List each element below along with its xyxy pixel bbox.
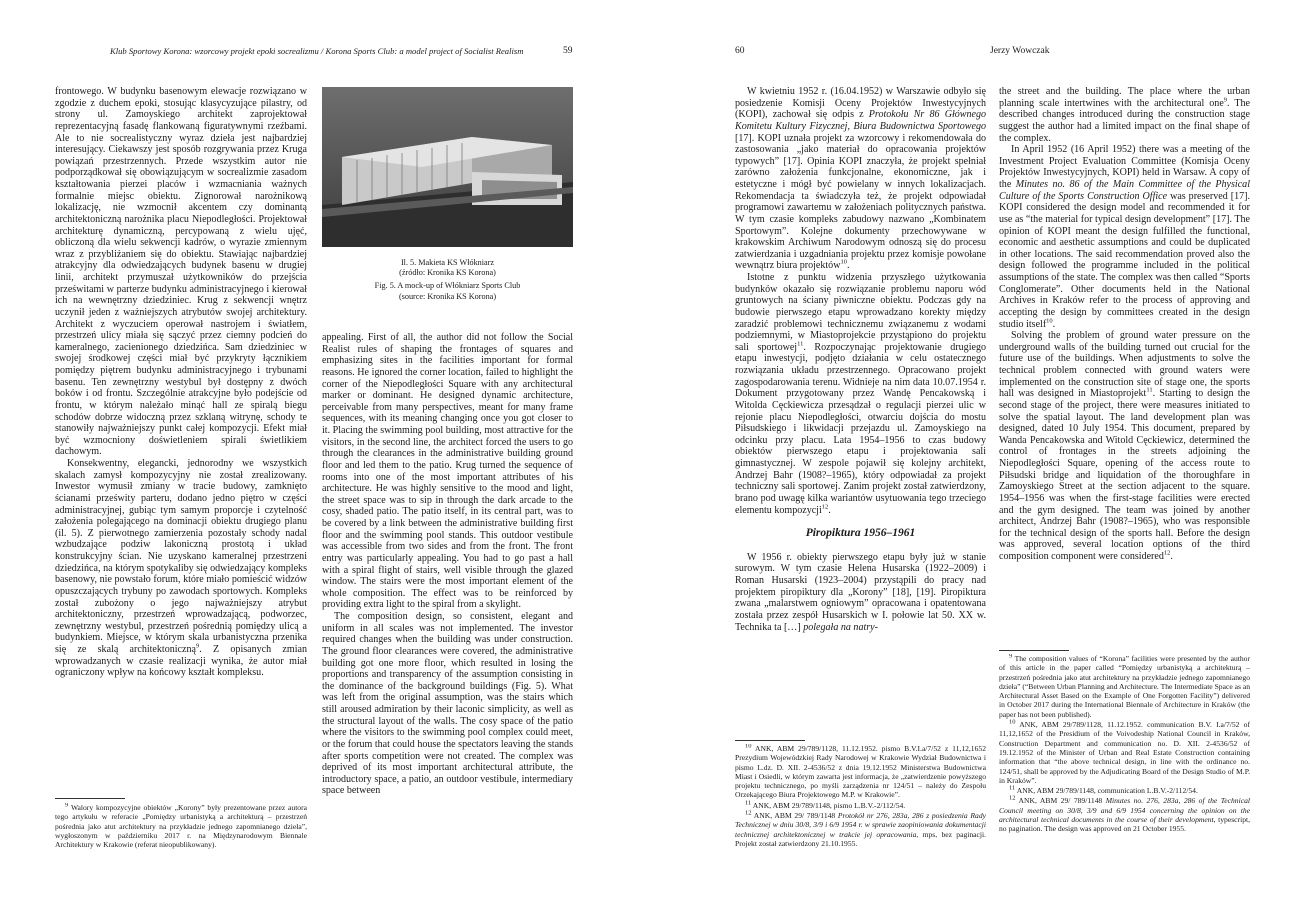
figure-caption [322,258,573,302]
footnote-ref[interactable]: 12 [821,503,829,511]
footnote: $^9$ The composition values of “Korona” facilities were presented by the author of this article in the paper called “Pomiędzy urbanistyką a architekturą – przestrzeń pośrednia jako atut architektury na przykładzie jednego zapomnianego dzieła” (“Between Urban Planning and Architecture. The Intermediate Space as an Architectural Asset Based on the Example of One Forgotten Facility”) delivered in October 2017 during the International Biennale of Architecture in Kraków (the paper has not been published). [999,654,1250,719]
footnote-ref[interactable]: 11 [1146,386,1153,394]
paragraph: In April 1952 (16 April 1952) there was a meeting of the Investment Project Evaluation Committee (Komisja Oceny Projektów Inwestycyjnych, KOPI) held in Warsaw. A copy of the Minutes no. 86 of the Main Committee of the Physical Culture of the Sports Construction Office was preserved [17]. KOPI considered the design model and recommended it for use as “the material for typical design development” [17]. The opinion of KOPI meant the design fulfilled the functional, economic and aesthetic assumptions and could be duplicated in other locations. The said recommendation proved also the design followed the programme included in the political assumptions of the state. The complex was then called “Sports Conglomerate”. Other documents held in the National Archives in Kraków refer to the process of approving and accepting the design by committees created in the design studio itself$^{10}$. [999,144,1250,330]
page-number: 59 [563,46,573,56]
paragraph: Konsekwentny, elegancki, jednorodny we wszystkich skalach zamysł kompozycyjny nie został zrealizowany. Inwestor wymusił zmiany w tracie budowy, zamknięto ścianami prześwity parteru, dodano jedno piętro w części administracyjnej, gubiąc tym samym proporcje i czytelność założenia polegającego na dominacji obiektu drugiego planu (il. 5). Z pierwotnego zamierzenia pozostały schody nadal wzbudzające podziw lakoniczną prostotą i układ konstrukcyjny ścian. Nie uzyskano kameralnej przestrzeni dziedzińca, na którym spotykaliby się odwiedzający kompleks basenowy, nie powstało forum, które miało pomieścić widzów opuszczających trybuny po zawodach sportowych. Kompleks został zubożony o jego najważniejszy atrybut architektoniczny, przestrzeń wprowadzającą, podworzec, zewnętrzny westybul, przestrzeń pośrednią pomiędzy ulicą a budynkiem. Miejsce, w którym skala urbanistyczna przenika się ze skalą architektoniczną$^9$. Z opisanych zmian wprowadzanych w czasie realizacji wynika, że autor miał ograniczony wpływ na końcowy kształt kompleksu. [55,458,307,679]
paragraph: W 1956 r. obiekty pierwszego etapu były już w stanie surowym. W tym czasie Helena Husarska (1922–2009) i Roman Husarski (1923–2004) przystąpili do pracy nad projektem piropiktury dla „Korony” [18], [19]. Piropiktura zwana „malarstwem ogniowym” opracowana i opatentowana została przez zespół Husarskich w I. połowie lat 50. XX w. Technika ta […] polegała na natry- [735,551,986,633]
building-model-illustration [322,87,573,247]
text-column-english [322,332,573,902]
text-column-polish [735,86,986,726]
footnote-rule [999,650,1069,651]
running-header: Jerzy Wowczak [990,46,1050,56]
figure-mockup-photo [322,87,573,247]
footnote: $^9$ Walory kompozycyjne obiektów „Korony” były prezentowane przez autora tego artykułu w referacie „Pomiędzy urbanistyką a architekturą – przestrzeń pośrednia jako atut architektury na przykładzie jednego zapomnianego dzieła”, wygłoszonym w październiku 2017 r. na Międzynarodowym Biennale Architektury w Krakowie (referat nieopublikowany). [55,803,307,850]
footnote-ref[interactable]: 11 [797,340,804,348]
footnote: $^{10}$ ANK, ABM 29/789/1128, 11.12.1952. communication B.V. I.a/7/52 of 11,12,1652 of the Presidium of the Voivodeship National Council in Kraków, Construction Department and communication no. D. XII. 2-4536/52 of 19.12.1952 of the Minister of Urban and Real Estate Construction containing information that “the above technical design, in line with the ordinance no. 124/51, shall be approved by the Adjudicating Board of the Design Studio of M.P. in Kraków”. [999,718,1250,785]
footnotes [735,744,986,909]
footnote: $^{12}$ ANK, ABM 29/ 789/1148 Minutes no. 276, 283a, 286 of the Technical Council meeting on 30/8, 3/9 and 6/9 1954 concerning the opinion on the architectural technical documents in the course of their development, typescript, no pagination. The design was approved on 21 October 1955. [999,794,1250,834]
footnote-ref[interactable]: 10 [1046,317,1053,325]
paragraph: the street and the building. The place where the urban planning scale intertwines with the architectural one$^9$. The described changes introduced during the construction stage suggest the author had a limited impact on the final shape of the complex. [999,86,1250,144]
section-heading: Piropiktura 1956–1961 [805,527,916,540]
text-column-polish [55,86,307,786]
footnote-ref[interactable]: 10 [840,259,847,267]
page-number: 60 [735,46,745,56]
text-column-english [999,86,1250,626]
footnotes [55,803,307,883]
paragraph: The composition design, so consistent, elegant and uniform in all scales was not implemented. The investor required changes when the building was under construction. The ground floor clearances were covered, the administrative building got one more floor, which resulted in losing the proportions and transparency of the assumption consisting in the dominance of the background buildings (Fig. 5). What was left from the original assumption, was the stairs which still aroused admiration by their laconic simplicity, as well as the structural layout of the walls. The cosy space of the patio where the visitors to the swimming pool complex could meet, or the forum that could house the spectators leaving the stands after sports competition were not created. The complex was deprived of its most important architectural attribute, the introductory space, a patio, an outdoor vestibule, intermediary space between [322,611,573,797]
footnote-ref[interactable]: 12 [1163,549,1171,557]
footnote-ref[interactable]: 9 [1223,96,1228,104]
caption-pl-line1: Il. 5. Makieta KS Włókniarz [400,258,495,267]
right-page [650,0,1300,919]
paragraph: Solving the problem of ground water pressure on the underground walls of the building turned out crucial for the future use of the buildings. When adjustments to solve the technical problem connected with ground waters were implemented on the construction site of stage one, the sports hall was designed in Miastoprojekt$^{11}$. Starting to design the second stage of the project, there were measures initiated to solve the spatial layout. The land development plan was designed, dated 10 July 1954. This document, prepared by Wanda Pencakowska and Witold Cęckiewicz, determined the control of frontages in the streets adjoining the Niepodległości Square, opening of the access route to Piłsudski bridge and liquidation of the thoroughfare in Zamoyskiego Street at the section adjacent to the square. 1954–1956 was when the first-stage facilities were erected and the gym designed. The team was joined by another architect, Andrzej Bahr (1908?–1965), who was responsible for the technical design of the sports hall. Before the design was approved, several location options of the third composition component were considered$^{12}$. [999,330,1250,562]
footnote: $^{10}$ ANK, ABM 29/789/1128, 11.12.1952. pismo B.V.I.a/7/52 z 11,12,1652 Prezydium Wojewódzkiej Rady Narodowej w Krakowie Wydział Budownictwa i pismo L.dz. D. XII. 2-4536/52 z dnia 19.12.1952 Ministerstwa Budownictwa Miast i Osiedli, w którym zawarta jest informacja, że „zatwierdzenie powyższego projektu technicznego, po myśli zarządzenia nr 124/51 – należy do Zespołu Orzekającego Biura Projektowego M.P. w Krakowie”. [735,744,986,800]
paragraph: Istotne z punktu widzenia przyszłego użytkowania budynków okazało się rozwiązanie problemu naporu wód gruntowych na ściany piwniczne obiektu. Podczas gdy na budowie pierwszego etapu wprowadzano korekty między zaradzić problemowi technicznemu związanemu z wodami podziemnymi, w Miastoprojekcie przystąpiono do projektu sali sportowej$^{11}$. Rozpoczynając projektowanie drugiego etapu inwestycji, podjęto działania w celu ostatecznego rozwiązania układu przestrzennego. Opracowano projekt zagospodarowania terenu. Widnieje na nim data 10.07.1954 r. Dokument przygotowany przez Wandę Pencakowską i Witolda Cęckiewicza przesądzał o regulacji pierzei ulic w rejonie placu Niepodległości, otwarciu dojścia do mostu Piłsudskiego i likwidacji przejazdu ul. Zamoyskiego na odcinku przy placu. Lata 1954–1956 to czas budowy obiektów pierwszego etapu i projektowania sali gimnastycznej. W zespole pojawił się kolejny architekt, Andrzej Bahr (1908?–1965), który odpowiadał za projekt techniczny sali sportowej. Zanim projekt został zatwierdzony, brano pod uwagę kilka wariantów usytuowania tego trzeciego elementu kompozycji$^{12}$. [735,272,986,516]
caption-en-line2: (source: Kronika KS Korona) [398,291,497,301]
footnote: $^{11}$ ANK, ABM 29/789/1148, communication L.B.V.-2/112/54. [1009,784,1198,796]
paragraph: appealing. First of all, the author did not follow the Social Realist rules of shaping the frontages of squares and emphasizing sites in the facilities important for formal reasons. He ignored the corner location, failed to highlight the corner of the Niepodległości Square with any architectural marker or dominant. He designed dynamic architecture, perceivable from many perspectives, meant for many frame sequences, with its meaning changing once you got closer to it. Placing the swimming pool building, most attractive for the visitors, in the second line, the architect forced the users to go through the clearances in the administrative building ground floor and led them to the patio. Krug turned the sequence of rooms into one of the most important attributes of his architecture. He was highly sensitive to the mood and light, the street space was to sip in through the dark arcade to the cosy, shaded patio. The patio itself, in its central part, was to be covered by a link between the administrative building first floor and the swimming pool stands. This outdoor vestibule was accessible from two sides and from the front. The front entry was particularly appealing. You had to go past a hall with a spiral flight of stairs, well visible through the glazed window. The stairs were the most important element of the whole composition. The effect was to be reinforced by providing extra light to the spiral from a skylight. [322,332,573,611]
footnote: $^{11}$ ANK, ABM 29/789/1148, pismo L.B.V.-2/112/54. [745,799,906,810]
footnote-rule [55,798,125,799]
footnote-ref[interactable]: 9 [195,642,200,650]
running-header: Klub Sportowy Korona: wzorcowy projekt epoki socrealizmu / Korona Sports Club: a model project of Socialist Realism [110,46,524,56]
caption-pl-line2: (źródło: Kronika KS Korona) [399,268,496,278]
caption-en-line1: Fig. 5. A mock-up of Włókniarz Sports Club [374,281,521,291]
footnote: $^{12}$ ANK, ABM 29/ 789/1148 Protokół nr 276, 283a, 286 z posiedzenia Rady Technicznej w dniu 30/8, 3/9 i 6/9 1954 r. w sprawie zaopiniowania dokumentacji technicznej architektonicznej w trakcie jej opracowania, mps, bez paginacji. Projekt został zatwierdzony 21.10.1955. [735,809,986,848]
paragraph: W kwietniu 1952 r. (16.04.1952) w Warszawie odbyło się posiedzenie Komisji Oceny Projektów Inwestycyjnych (KOPI), zachował się odpis z Protokołu Nr 86 Głównego Komitetu Kultury Fizycznej, Biura Budownictwa Sportowego [17]. KOPI uznała projekt za wzorcowy i rekomendowała do zastosowania „jako materiał do opracowania projektów typowych” [17]. Opinia KOPI znaczyła, że projekt spełniał zarówno założenia funkcjonalne, ekonomiczne, jak i estetyczne i mógł być powielany w innych lokalizacjach. Rekomendacja ta świadczyła też, że projekt odpowiadał programowi zawartemu w założeniach politycznych państwa. W tym czasie kompleks zabudowy nazwano „Kombinatem Sportowym”. Kolejne dokumenty przechowywane w krakowskim Archiwum Narodowym odnoszą się do procesu zatwierdzania i uzgadniania projektu przez komisje powołane wewnątrz biura projektów$^{10}$. [735,86,986,272]
paragraph: frontowego. W budynku basenowym elewacje rozwiązano w zgodzie z duchem epoki, stosując klasycyzujące pilastry, od strony ul. Zamoyskiego architekt zaprojektował reprezentacyjną fasadę flankowaną figuratywnymi rzeźbami. Ale to nie socrealistyczny wyraz dzieła jest najbardziej interesujący. Ciekawszy jest sposób rozgrywania przez Kruga powiązań przestrzennych. Przede wszystkim autor nie podporządkował się obowiązującym w socrealizmie zasadom kształtowania pierzei placów i wzmacniania ważnych formalnie miejsc obiektu. Zignorował narożnikową lokalizację, nie wzmocnił akcentem czy dominantą architektoniczną narożnika placu Niepodległości. Projektował architekturę dynamiczną, percypowaną z wielu ujęć, obliczoną dla wielu sekwencji kadrów, o wyrazie zmiennym wraz z przybliżaniem się do obiektu. Stawiając najbardziej atrakcyjny dla odwiedzających budynek basenu w drugiej linii, architekt przymuszał użytkowników do przejścia prześwitami w parterze budynku administracyjnego i kierował ich na wewnętrzny dziedziniec. Krug z sekwencji wnętrz uczynił jeden z ważniejszych atrybutów swojej architektury. Architekt z wyczuciem operował nastrojem i światłem, przestrzeń ulicy miała się sączyć przez ciemny podcień do kameralnego, zacienionego dziedzińca. Sam dziedziniec w swojej środkowej części miał być przykryty łącznikiem pomiędzy piętrem budynku administracyjnego i trybunami basenu. Ten zewnętrzny westybul był dostępny z dwóch boków i od frontu. Szczególnie atrakcyjne było podejście od frontu, w którym należało minąć hall ze spiralą biegu schodów dobrze widoczną przez szklaną witrynę, schody te stanowiły najważniejszy punkt całej kompozycji. Efekt miał być wzmocniony doświetleniem spirali świetlikiem dachowym. [55,86,307,458]
footnote-rule [735,740,805,741]
footnotes [999,654,1250,909]
